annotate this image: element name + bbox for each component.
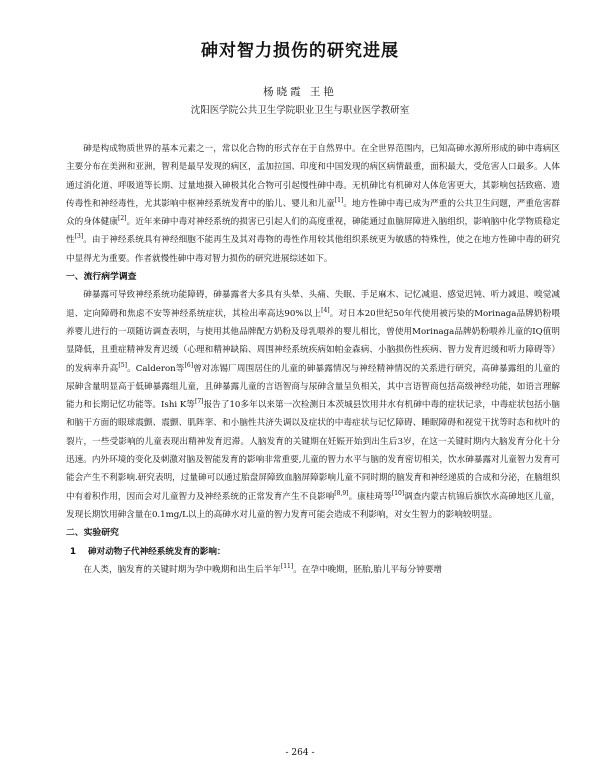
citation: [11] <box>280 562 294 570</box>
citation: [1] <box>334 196 344 204</box>
paper-title: 砷对智力损伤的研究进展 <box>201 41 399 61</box>
section-heading-epidemiology: 一、流行病学调查 <box>66 272 137 283</box>
epidemiology-paragraph: 砷暴露可导致神经系统功能障碍，砷暴露者大多具有头晕、头痛、失眠、手足麻木、记忆减退、感觉迟钝、听力减退、嗅觉减退、定向障碍和焦虑不安等神经系统症状，其检出率高达90%以上[4]。对日本20世纪50年代使用被污染的Morinaga品牌奶粉喂养婴儿进行的一项随访调查表明，与使用其他品牌配方奶粉及母乳喂养的婴儿相比，曾使用Morinaga品牌奶粉喂养儿童的IQ值明显降低，且重症精神发育迟缓（心理和精神缺陷、周围神经系统疾病如帕金森病、小脑损伤性疾病、智力发育迟缓和听力障碍等）的发病率升高[5]。Calderon等[6]曾对冻锡厂周围居住的儿童的砷暴露情况与神经精神情况的关系进行研究，高砷暴露组的儿童的尿砷含量明显高于低砷暴露组儿童，且砷暴露儿童的言语智商与尿砷含量呈负相关，其中言语智商包括高级神经功能，如语言理解能力和长期记忆功能等。Ishi K等[7]报告了10多年以来第一次检测日本茨城县饮用井水有机砷中毒的症状记录，中毒症状包括小脑和脑干方面的眼球震颤、震颤、肌阵挛、和小脑性共济失调以及症状的中毒症状与记忆障碍、睡眠障碍和视觉干扰等时态和枕叶的裂片，一些受影响的儿童表现出精神发育迟滞。人脑发育的关键期在妊娠开始到出生后3岁，在这一关键时期内大脑发育分化十分迅速。内外环境的变化及刺激对脑及智能发育的影响非常重要,儿童的智力水平与脑的发育密切相关，饮水砷暴露对儿童智力发育可能会产生不利影响.研究表明，过量砷可以通过胎盘屏障致血脑屏障影响儿童不同时期的脑发育和神经递质的合成和分泌，在脑组织中有着积作用，因而会对儿童智力及神经系统的正常发育产生不良影响[8,9]。康桂琦等[10]调查内蒙古杭锦后旗饮水高砷地区儿童，发现长期饮用砷含量在0.1mg/L以上的高砷水对儿童的智力发育可能会造成不利影响，对女生智力的影响较明显。 <box>66 290 561 520</box>
page-number: - 264 - <box>285 748 315 758</box>
subsection-heading: 1 砷对动物子代神经系统发育的影响： <box>66 543 560 561</box>
citation: [2] <box>118 215 127 223</box>
body-text <box>66 140 560 579</box>
experimental-paragraph: 在人类，脑发育的关键时期为孕中晚期和出生后半年[11]。在孕中晚期，胚胎,胎儿平每分钟要增 <box>83 562 443 575</box>
section-heading-experimental: 二、实验研究 <box>66 528 119 539</box>
citation: [4] <box>321 306 330 314</box>
intro-paragraph: 砷是构成物质世界的基本元素之一，常以化合物的形式存在于自然界中。在全世界范围内，已知高砷水源所形成的砷中毒病区主要分布在美洲和亚洲，智利是最早发现的病区，孟加拉国、印度和中国发现的病区病情最重，面积最大，受危害人口最多。人体通过消化道、呼吸道等长期、过量地摄入砷极其化合物可引起慢性砷中毒。无机砷比有机砷对人体危害更大，其影响包括致癌、遗传毒性和神经毒性，尤其影响中枢神经系统发育中的胎儿、婴儿和儿童[1]。地方性砷中毒已成为严重的公共卫生问题，严重危害群众的身体健康[2]。近年来砷中毒对神经系统的损害已引起人们的高度重视，砷能通过血脑屏障进入脑组织，影响脑中化学物质稳定性[3]。由于神经系统具有神经细胞不能再生及其对毒物的毒性作用较其他组织系统更为敏感的特殊性，使之在地方性砷中毒的研究中显得尤为重要。作者就慢性砷中毒对智力损伤的研究进展综述如下。 <box>66 144 560 264</box>
citation: [3] <box>74 233 84 241</box>
citation: [10] <box>391 489 405 497</box>
citation: [5] <box>118 361 127 369</box>
citation: [6] <box>184 361 194 369</box>
citation: [8,9] <box>334 489 349 497</box>
citation: [7] <box>195 398 204 406</box>
author-line: 杨晓霞 王艳 <box>263 86 337 98</box>
subsection-number: 1 <box>70 546 76 557</box>
affiliation-line: 沈阳医学院公共卫生学院职业卫生与职业医学教研室 <box>190 105 410 116</box>
